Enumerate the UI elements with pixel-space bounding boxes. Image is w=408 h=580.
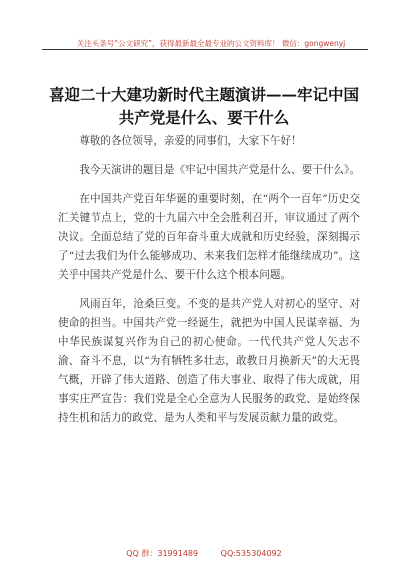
footer-qq-group: QQ 群：31991489 xyxy=(126,549,199,558)
document-title-line-1: 喜迎二十大建功新时代主题演讲——牢记中国 xyxy=(48,85,359,104)
header-promo-text: 关注头条号“公文研究”，获得最新最全最专业的公文资料库！ 微信：gongwenyj xyxy=(76,39,346,48)
paragraph-centenary: 在中国共产党百年华诞的重要时刻，在“两个一百年”历史交汇关键节点上，党的十九届六中全会胜利召开，审议通过了两个决议。全面总结了党的百年奋斗重大成就和历史经验，深刻揭示了“过去我们为什么能够成功、未来我们怎样才能继续成功”。这关乎中国共产党是什么、要干什么这个根本问题。 xyxy=(58,193,360,281)
paragraph-greeting: 尊敬的各位领导，亲爱的同事们，大家下午好！ xyxy=(79,135,302,147)
document-title xyxy=(30,83,378,129)
footer-contact xyxy=(0,548,408,559)
document-title-line-2: 共产党是什么、要干什么 xyxy=(118,108,290,127)
document-body xyxy=(58,132,360,438)
footer-qq: QQ:535304092 xyxy=(220,549,282,558)
paragraph-topic: 我今天演讲的题目是《牢记中国共产党是什么、要干什么》。 xyxy=(79,164,360,176)
paragraph-mission: 风雨百年，沧桑巨变。不变的是共产党人对初心的坚守、对使命的担当。中国共产党一经诞生，就把为中国人民谋幸福、为中华民族谋复兴作为自己的初心使命。一代代共产党人矢志不渝、奋斗不息，以“为有牺牲多壮志，敢教日月换新天”的大无畏气概，开辟了伟大道路、创造了伟大事业、取得了伟大成就，用事实庄严宣告：我们党是全心全意为人民服务的政党、是始终保持生机和活力的政党、是为人类和平与发展贡献力量的政党。 xyxy=(58,298,360,424)
header-divider xyxy=(42,49,368,50)
